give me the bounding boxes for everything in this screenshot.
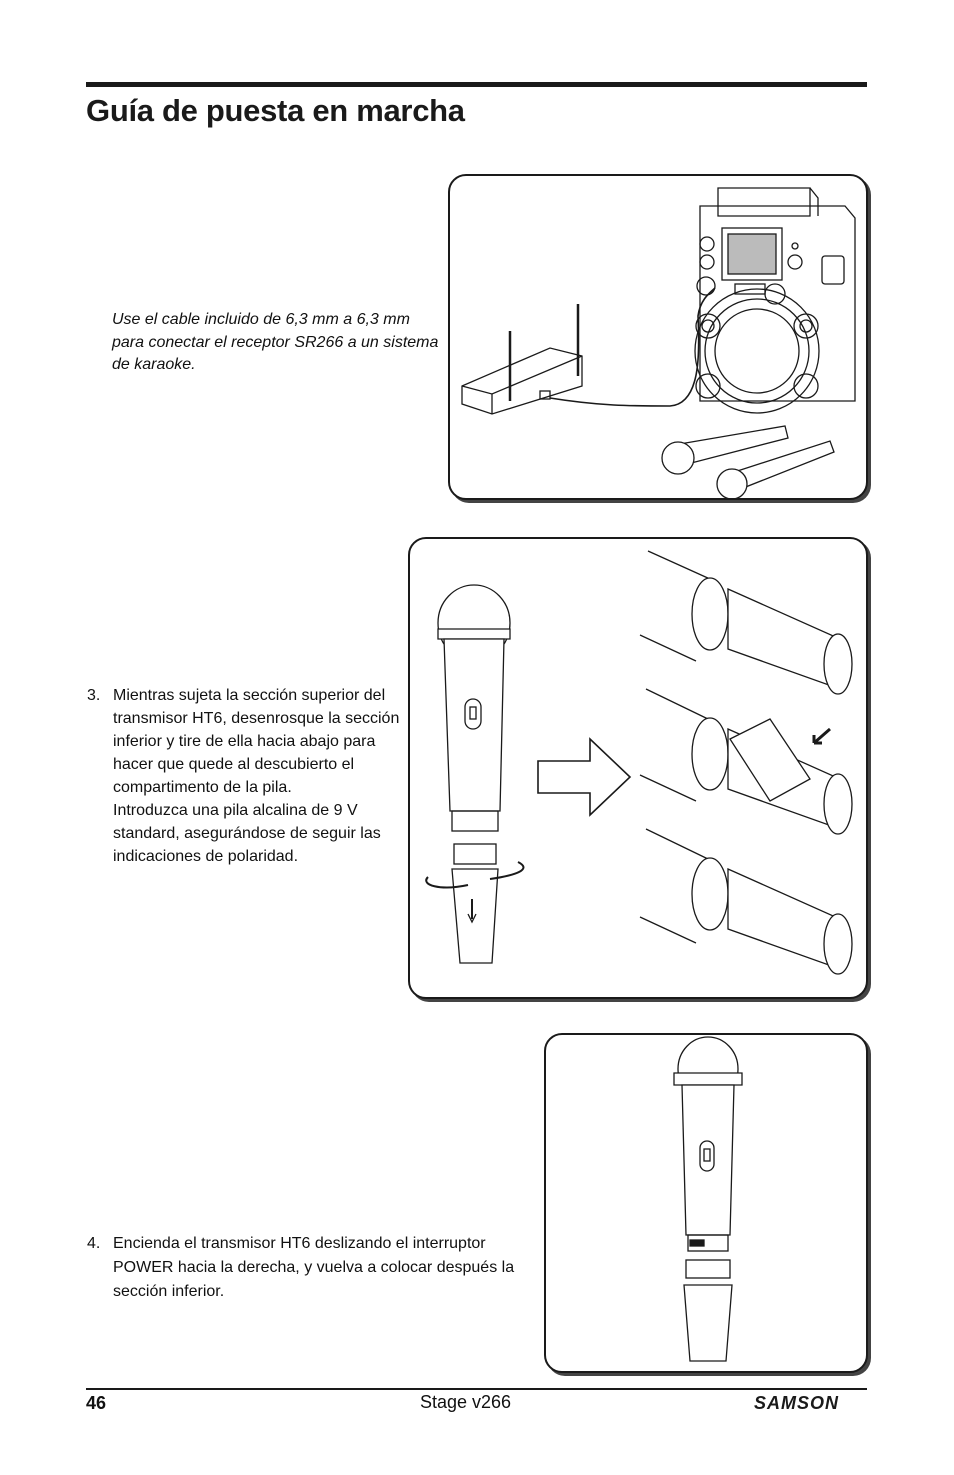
illustration-battery-install <box>408 537 868 999</box>
figure-caption: Use el cable incluido de 6,3 mm a 6,3 mm para conectar el receptor SR266 a un sistema de karaoke. <box>112 311 439 373</box>
footer-rule <box>86 1388 867 1390</box>
header-rule <box>86 82 867 87</box>
footer-model: Stage v266 <box>420 1392 512 1412</box>
receiver-icon <box>462 304 582 414</box>
step-text: Introduzca una pila alcalina de 9 V standard, asegurándose de seguir las indicaciones de polaridad. <box>113 802 381 865</box>
step-4 <box>87 1232 542 1304</box>
samson-logo <box>752 1393 868 1413</box>
step-text: Mientras sujeta la sección superior del transmisor HT6, desenrosque la sección inferior y tire de ella hacia abajo para hacer que quede al descubierto el compartimento de la pila. <box>113 687 400 796</box>
battery-compartment-icon <box>640 551 852 974</box>
illustration-power-switch <box>544 1033 868 1373</box>
karaoke-machine-icon <box>695 188 855 413</box>
step-number: 4. <box>87 1235 101 1252</box>
microphone-icon <box>438 585 510 963</box>
right-arrow-icon <box>538 739 630 815</box>
step-3 <box>87 684 402 868</box>
page-title: Guía de puesta en marcha <box>86 93 465 128</box>
illustration-karaoke-connection <box>448 174 868 500</box>
page-number: 46 <box>86 1393 107 1413</box>
microphone-icon <box>662 426 834 498</box>
step-number: 3. <box>87 687 101 704</box>
brand-text: SAMSON <box>754 1393 840 1413</box>
step-text: Encienda el transmisor HT6 deslizando el interruptor POWER hacia la derecha, y vuelva a colocar después la sección inferior. <box>113 1235 515 1300</box>
microphone-icon <box>674 1037 742 1361</box>
